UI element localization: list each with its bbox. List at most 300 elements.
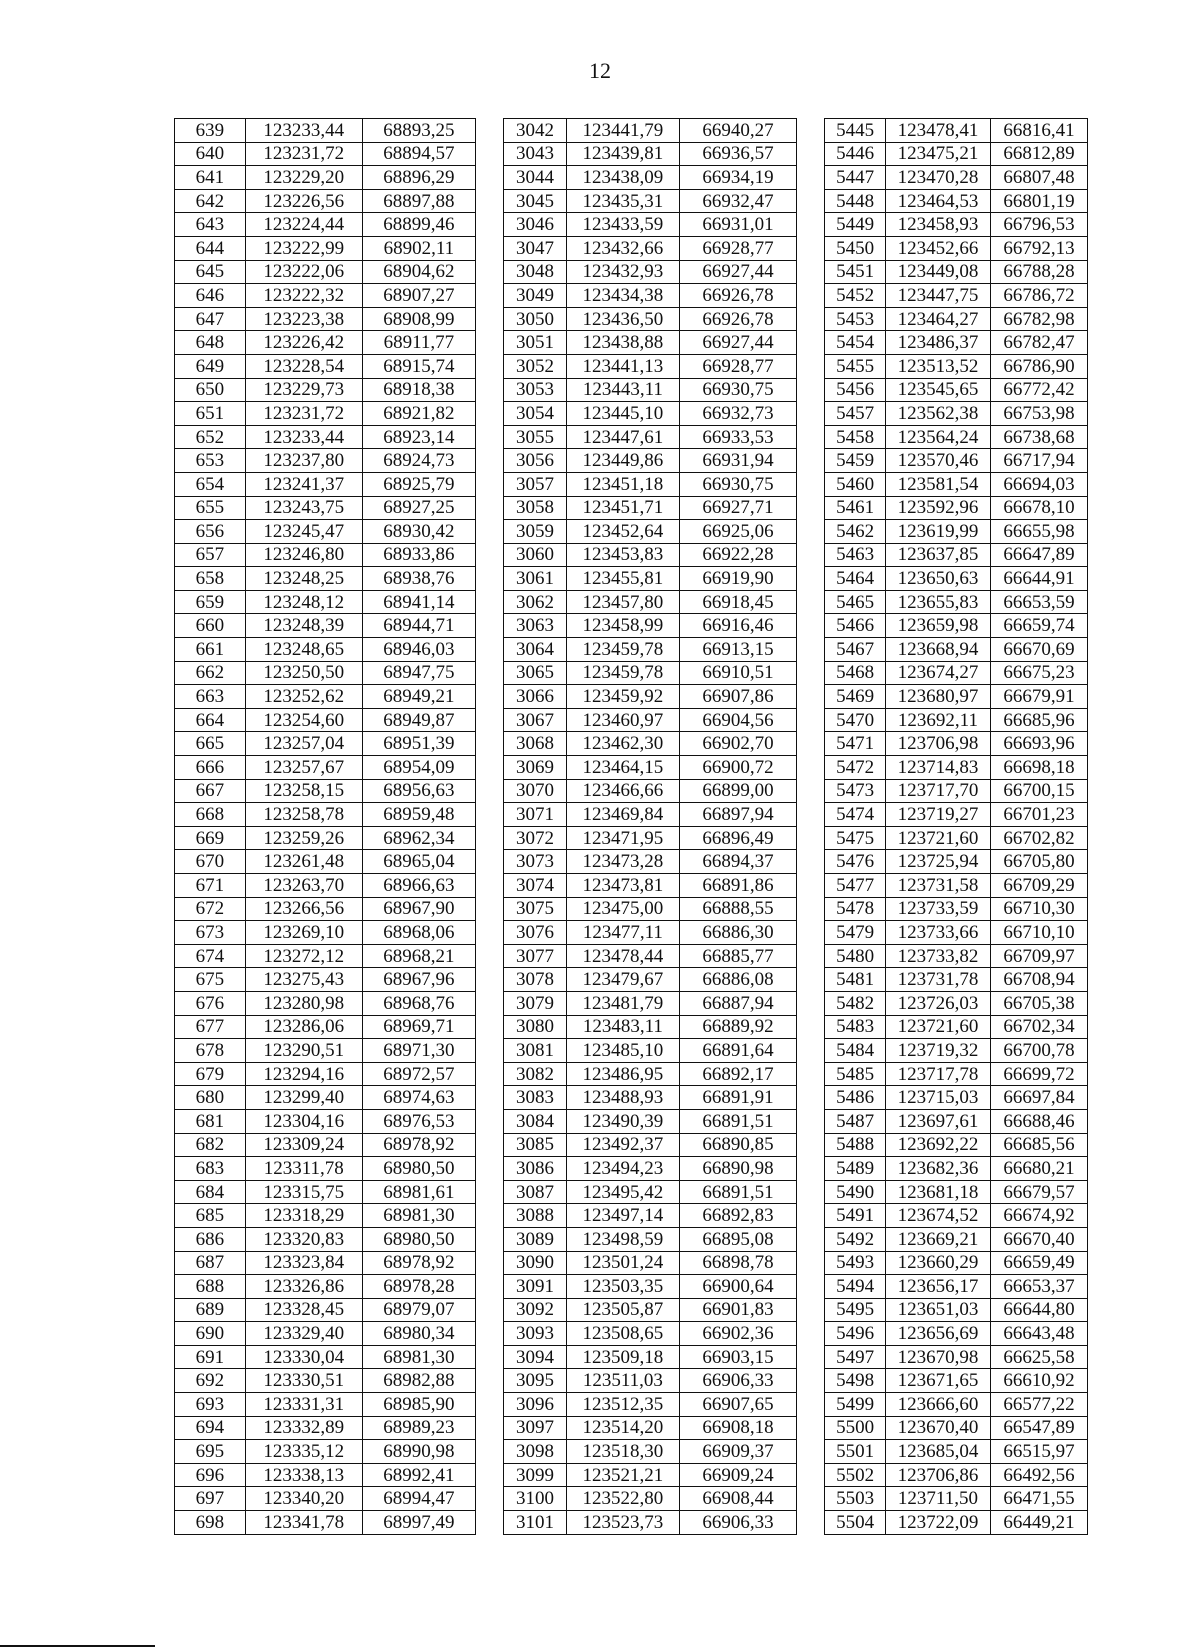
y-coordinate-cell: 66670,69 [990,638,1087,662]
y-coordinate-cell: 68978,28 [362,1275,475,1299]
point-number-cell: 5477 [825,874,886,898]
point-number-cell: 3054 [504,402,567,426]
x-coordinate-cell: 123459,92 [566,685,679,709]
column-separator [797,1275,825,1299]
y-coordinate-cell: 68933,86 [362,543,475,567]
y-coordinate-cell: 66909,37 [679,1440,796,1464]
y-coordinate-cell: 66688,46 [990,1109,1087,1133]
y-coordinate-cell: 66908,44 [679,1487,796,1511]
point-number-cell: 645 [175,260,246,284]
x-coordinate-cell: 123581,54 [885,472,990,496]
point-number-cell: 3092 [504,1298,567,1322]
point-number-cell: 3094 [504,1345,567,1369]
y-coordinate-cell: 68894,57 [362,142,475,166]
table-row [175,1487,1088,1511]
y-coordinate-cell: 66891,86 [679,874,796,898]
point-number-cell: 667 [175,779,246,803]
x-coordinate-cell: 123233,44 [245,119,362,143]
x-coordinate-cell: 123733,66 [885,921,990,945]
y-coordinate-cell: 68978,92 [362,1251,475,1275]
y-coordinate-cell: 66674,92 [990,1204,1087,1228]
point-number-cell: 3079 [504,991,567,1015]
point-number-cell: 3097 [504,1416,567,1440]
table-row [175,1369,1088,1393]
column-separator [475,1511,503,1535]
x-coordinate-cell: 123486,95 [566,1062,679,1086]
column-separator [797,520,825,544]
x-coordinate-cell: 123485,10 [566,1039,679,1063]
y-coordinate-cell: 66515,97 [990,1440,1087,1464]
x-coordinate-cell: 123492,37 [566,1133,679,1157]
x-coordinate-cell: 123323,84 [245,1251,362,1275]
table-row [175,1133,1088,1157]
column-separator [475,685,503,709]
y-coordinate-cell: 66888,55 [679,897,796,921]
y-coordinate-cell: 68982,88 [362,1369,475,1393]
y-coordinate-cell: 66896,49 [679,826,796,850]
y-coordinate-cell: 66698,18 [990,756,1087,780]
point-number-cell: 658 [175,567,246,591]
y-coordinate-cell: 68979,07 [362,1298,475,1322]
column-separator [475,520,503,544]
x-coordinate-cell: 123259,26 [245,826,362,850]
column-separator [475,1416,503,1440]
column-separator [475,1440,503,1464]
column-separator [475,874,503,898]
y-coordinate-cell: 66697,84 [990,1086,1087,1110]
table-row [175,850,1088,874]
y-coordinate-cell: 66927,44 [679,260,796,284]
x-coordinate-cell: 123650,63 [885,567,990,591]
column-separator [797,260,825,284]
x-coordinate-cell: 123451,71 [566,496,679,520]
column-separator [475,756,503,780]
x-coordinate-cell: 123328,45 [245,1298,362,1322]
column-separator [797,590,825,614]
x-coordinate-cell: 123477,11 [566,921,679,945]
column-separator [797,496,825,520]
y-coordinate-cell: 66906,33 [679,1369,796,1393]
point-number-cell: 5454 [825,331,886,355]
point-number-cell: 3089 [504,1227,567,1251]
x-coordinate-cell: 123488,93 [566,1086,679,1110]
column-separator [797,1345,825,1369]
point-number-cell: 5445 [825,119,886,143]
point-number-cell: 659 [175,590,246,614]
point-number-cell: 5494 [825,1275,886,1299]
y-coordinate-cell: 68918,38 [362,378,475,402]
column-separator [797,1369,825,1393]
x-coordinate-cell: 123521,21 [566,1463,679,1487]
point-number-cell: 5471 [825,732,886,756]
column-separator [797,921,825,945]
point-number-cell: 666 [175,756,246,780]
y-coordinate-cell: 66887,94 [679,991,796,1015]
x-coordinate-cell: 123246,80 [245,543,362,567]
point-number-cell: 5500 [825,1416,886,1440]
x-coordinate-cell: 123243,75 [245,496,362,520]
x-coordinate-cell: 123692,22 [885,1133,990,1157]
point-number-cell: 3093 [504,1322,567,1346]
x-coordinate-cell: 123272,12 [245,944,362,968]
y-coordinate-cell: 66902,36 [679,1322,796,1346]
table-row [175,685,1088,709]
x-coordinate-cell: 123483,11 [566,1015,679,1039]
column-separator [475,1298,503,1322]
x-coordinate-cell: 123682,36 [885,1157,990,1181]
x-coordinate-cell: 123619,99 [885,520,990,544]
x-coordinate-cell: 123651,03 [885,1298,990,1322]
x-coordinate-cell: 123447,61 [566,425,679,449]
x-coordinate-cell: 123508,65 [566,1322,679,1346]
x-coordinate-cell: 123674,27 [885,661,990,685]
point-number-cell: 3090 [504,1251,567,1275]
y-coordinate-cell: 66610,92 [990,1369,1087,1393]
column-separator [797,708,825,732]
x-coordinate-cell: 123275,43 [245,968,362,992]
column-separator [475,991,503,1015]
column-separator [475,213,503,237]
y-coordinate-cell: 66449,21 [990,1511,1087,1535]
y-coordinate-cell: 66926,78 [679,284,796,308]
x-coordinate-cell: 123475,21 [885,142,990,166]
y-coordinate-cell: 66933,53 [679,425,796,449]
x-coordinate-cell: 123248,65 [245,638,362,662]
column-separator [797,1251,825,1275]
point-number-cell: 3083 [504,1086,567,1110]
y-coordinate-cell: 66782,47 [990,331,1087,355]
point-number-cell: 3098 [504,1440,567,1464]
x-coordinate-cell: 123229,20 [245,166,362,190]
column-separator [797,1204,825,1228]
column-separator [797,1393,825,1417]
x-coordinate-cell: 123233,44 [245,425,362,449]
x-coordinate-cell: 123471,95 [566,826,679,850]
y-coordinate-cell: 66900,64 [679,1275,796,1299]
y-coordinate-cell: 66675,23 [990,661,1087,685]
y-coordinate-cell: 66812,89 [990,142,1087,166]
y-coordinate-cell: 68967,90 [362,897,475,921]
y-coordinate-cell: 66899,00 [679,779,796,803]
y-coordinate-cell: 66886,30 [679,921,796,945]
x-coordinate-cell: 123258,78 [245,803,362,827]
column-separator [797,378,825,402]
point-number-cell: 662 [175,661,246,685]
x-coordinate-cell: 123714,83 [885,756,990,780]
point-number-cell: 3048 [504,260,567,284]
y-coordinate-cell: 68911,77 [362,331,475,355]
table-row [175,921,1088,945]
y-coordinate-cell: 66547,89 [990,1416,1087,1440]
point-number-cell: 5461 [825,496,886,520]
column-separator [475,1039,503,1063]
table-row [175,284,1088,308]
point-number-cell: 697 [175,1487,246,1511]
point-number-cell: 3077 [504,944,567,968]
y-coordinate-cell: 68980,50 [362,1157,475,1181]
point-number-cell: 3045 [504,189,567,213]
y-coordinate-cell: 66788,28 [990,260,1087,284]
x-coordinate-cell: 123432,93 [566,260,679,284]
point-number-cell: 5476 [825,850,886,874]
table-row [175,944,1088,968]
column-separator [797,472,825,496]
x-coordinate-cell: 123592,96 [885,496,990,520]
table-row [175,567,1088,591]
point-number-cell: 693 [175,1393,246,1417]
x-coordinate-cell: 123438,09 [566,166,679,190]
y-coordinate-cell: 66471,55 [990,1487,1087,1511]
y-coordinate-cell: 68904,62 [362,260,475,284]
y-coordinate-cell: 66782,98 [990,307,1087,331]
point-number-cell: 692 [175,1369,246,1393]
point-number-cell: 3043 [504,142,567,166]
y-coordinate-cell: 66902,70 [679,732,796,756]
y-coordinate-cell: 68902,11 [362,236,475,260]
point-number-cell: 5504 [825,1511,886,1535]
point-number-cell: 5480 [825,944,886,968]
point-number-cell: 5473 [825,779,886,803]
point-number-cell: 3061 [504,567,567,591]
point-number-cell: 657 [175,543,246,567]
y-coordinate-cell: 66910,51 [679,661,796,685]
column-separator [797,213,825,237]
point-number-cell: 5490 [825,1180,886,1204]
x-coordinate-cell: 123222,06 [245,260,362,284]
point-number-cell: 654 [175,472,246,496]
x-coordinate-cell: 123511,03 [566,1369,679,1393]
y-coordinate-cell: 68997,49 [362,1511,475,1535]
x-coordinate-cell: 123670,40 [885,1416,990,1440]
x-coordinate-cell: 123245,47 [245,520,362,544]
table-row [175,166,1088,190]
x-coordinate-cell: 123315,75 [245,1180,362,1204]
y-coordinate-cell: 66897,94 [679,803,796,827]
column-separator [475,921,503,945]
y-coordinate-cell: 66930,75 [679,472,796,496]
y-coordinate-cell: 68972,57 [362,1062,475,1086]
x-coordinate-cell: 123656,69 [885,1322,990,1346]
column-separator [475,661,503,685]
x-coordinate-cell: 123248,39 [245,614,362,638]
y-coordinate-cell: 66932,73 [679,402,796,426]
point-number-cell: 5458 [825,425,886,449]
point-number-cell: 3095 [504,1369,567,1393]
point-number-cell: 3101 [504,1511,567,1535]
point-number-cell: 5491 [825,1204,886,1228]
x-coordinate-cell: 123269,10 [245,921,362,945]
x-coordinate-cell: 123505,87 [566,1298,679,1322]
coordinate-table-body [175,119,1088,1535]
x-coordinate-cell: 123226,42 [245,331,362,355]
x-coordinate-cell: 123731,58 [885,874,990,898]
table-row [175,779,1088,803]
point-number-cell: 672 [175,897,246,921]
y-coordinate-cell: 68923,14 [362,425,475,449]
point-number-cell: 5472 [825,756,886,780]
column-separator [797,425,825,449]
x-coordinate-cell: 123250,50 [245,661,362,685]
point-number-cell: 5501 [825,1440,886,1464]
point-number-cell: 664 [175,708,246,732]
point-number-cell: 3052 [504,354,567,378]
y-coordinate-cell: 66685,96 [990,708,1087,732]
y-coordinate-cell: 68947,75 [362,661,475,685]
point-number-cell: 3064 [504,638,567,662]
point-number-cell: 3066 [504,685,567,709]
x-coordinate-cell: 123451,18 [566,472,679,496]
column-separator [475,449,503,473]
y-coordinate-cell: 66886,08 [679,968,796,992]
x-coordinate-cell: 123486,37 [885,331,990,355]
y-coordinate-cell: 68946,03 [362,638,475,662]
x-coordinate-cell: 123332,89 [245,1416,362,1440]
x-coordinate-cell: 123725,94 [885,850,990,874]
point-number-cell: 5451 [825,260,886,284]
point-number-cell: 3044 [504,166,567,190]
x-coordinate-cell: 123331,31 [245,1393,362,1417]
point-number-cell: 5459 [825,449,886,473]
x-coordinate-cell: 123311,78 [245,1157,362,1181]
x-coordinate-cell: 123637,85 [885,543,990,567]
y-coordinate-cell: 66699,72 [990,1062,1087,1086]
x-coordinate-cell: 123721,60 [885,826,990,850]
y-coordinate-cell: 66816,41 [990,119,1087,143]
y-coordinate-cell: 66918,45 [679,590,796,614]
y-coordinate-cell: 66492,56 [990,1463,1087,1487]
column-separator [475,614,503,638]
y-coordinate-cell: 66926,78 [679,307,796,331]
x-coordinate-cell: 123222,32 [245,284,362,308]
point-number-cell: 3096 [504,1393,567,1417]
point-number-cell: 3049 [504,284,567,308]
point-number-cell: 5486 [825,1086,886,1110]
table-row [175,756,1088,780]
x-coordinate-cell: 123455,81 [566,567,679,591]
x-coordinate-cell: 123501,24 [566,1251,679,1275]
point-number-cell: 661 [175,638,246,662]
point-number-cell: 5465 [825,590,886,614]
y-coordinate-cell: 68968,21 [362,944,475,968]
point-number-cell: 674 [175,944,246,968]
point-number-cell: 3053 [504,378,567,402]
point-number-cell: 3080 [504,1015,567,1039]
x-coordinate-cell: 123497,14 [566,1204,679,1228]
column-separator [475,968,503,992]
y-coordinate-cell: 66909,24 [679,1463,796,1487]
column-separator [797,1015,825,1039]
y-coordinate-cell: 66801,19 [990,189,1087,213]
x-coordinate-cell: 123481,79 [566,991,679,1015]
column-separator [797,402,825,426]
y-coordinate-cell: 68981,30 [362,1204,475,1228]
y-coordinate-cell: 66710,10 [990,921,1087,945]
x-coordinate-cell: 123464,27 [885,307,990,331]
table-row [175,1463,1088,1487]
y-coordinate-cell: 66890,98 [679,1157,796,1181]
x-coordinate-cell: 123545,65 [885,378,990,402]
column-separator [797,1416,825,1440]
y-coordinate-cell: 66792,13 [990,236,1087,260]
column-separator [797,685,825,709]
x-coordinate-cell: 123224,44 [245,213,362,237]
point-number-cell: 686 [175,1227,246,1251]
x-coordinate-cell: 123562,38 [885,402,990,426]
y-coordinate-cell: 66892,83 [679,1204,796,1228]
point-number-cell: 642 [175,189,246,213]
x-coordinate-cell: 123473,28 [566,850,679,874]
point-number-cell: 3060 [504,543,567,567]
x-coordinate-cell: 123509,18 [566,1345,679,1369]
y-coordinate-cell: 68956,63 [362,779,475,803]
y-coordinate-cell: 68897,88 [362,189,475,213]
table-row [175,331,1088,355]
point-number-cell: 679 [175,1062,246,1086]
x-coordinate-cell: 123254,60 [245,708,362,732]
point-number-cell: 696 [175,1463,246,1487]
x-coordinate-cell: 123458,99 [566,614,679,638]
column-separator [475,826,503,850]
table-row [175,1416,1088,1440]
point-number-cell: 5499 [825,1393,886,1417]
x-coordinate-cell: 123453,83 [566,543,679,567]
x-coordinate-cell: 123674,52 [885,1204,990,1228]
x-coordinate-cell: 123478,44 [566,944,679,968]
table-row [175,496,1088,520]
y-coordinate-cell: 66680,21 [990,1157,1087,1181]
y-coordinate-cell: 68968,06 [362,921,475,945]
x-coordinate-cell: 123326,86 [245,1275,362,1299]
point-number-cell: 5446 [825,142,886,166]
x-coordinate-cell: 123231,72 [245,402,362,426]
bottom-rule [0,1645,155,1647]
column-separator [475,496,503,520]
point-number-cell: 5495 [825,1298,886,1322]
y-coordinate-cell: 68965,04 [362,850,475,874]
x-coordinate-cell: 123445,10 [566,402,679,426]
point-number-cell: 678 [175,1039,246,1063]
column-separator [797,142,825,166]
y-coordinate-cell: 66670,40 [990,1227,1087,1251]
point-number-cell: 3072 [504,826,567,850]
point-number-cell: 3056 [504,449,567,473]
point-number-cell: 682 [175,1133,246,1157]
y-coordinate-cell: 66907,65 [679,1393,796,1417]
column-separator [797,1511,825,1535]
x-coordinate-cell: 123462,30 [566,732,679,756]
y-coordinate-cell: 66702,82 [990,826,1087,850]
y-coordinate-cell: 66644,91 [990,567,1087,591]
column-separator [475,119,503,143]
x-coordinate-cell: 123655,83 [885,590,990,614]
table-row [175,732,1088,756]
point-number-cell: 5469 [825,685,886,709]
y-coordinate-cell: 66931,01 [679,213,796,237]
point-number-cell: 663 [175,685,246,709]
table-row [175,307,1088,331]
point-number-cell: 5447 [825,166,886,190]
coordinate-table [174,118,1088,1535]
y-coordinate-cell: 66898,78 [679,1251,796,1275]
column-separator [797,944,825,968]
column-separator [475,1251,503,1275]
column-separator [797,779,825,803]
y-coordinate-cell: 66934,19 [679,166,796,190]
column-separator [797,661,825,685]
point-number-cell: 690 [175,1322,246,1346]
table-row [175,1345,1088,1369]
point-number-cell: 681 [175,1109,246,1133]
